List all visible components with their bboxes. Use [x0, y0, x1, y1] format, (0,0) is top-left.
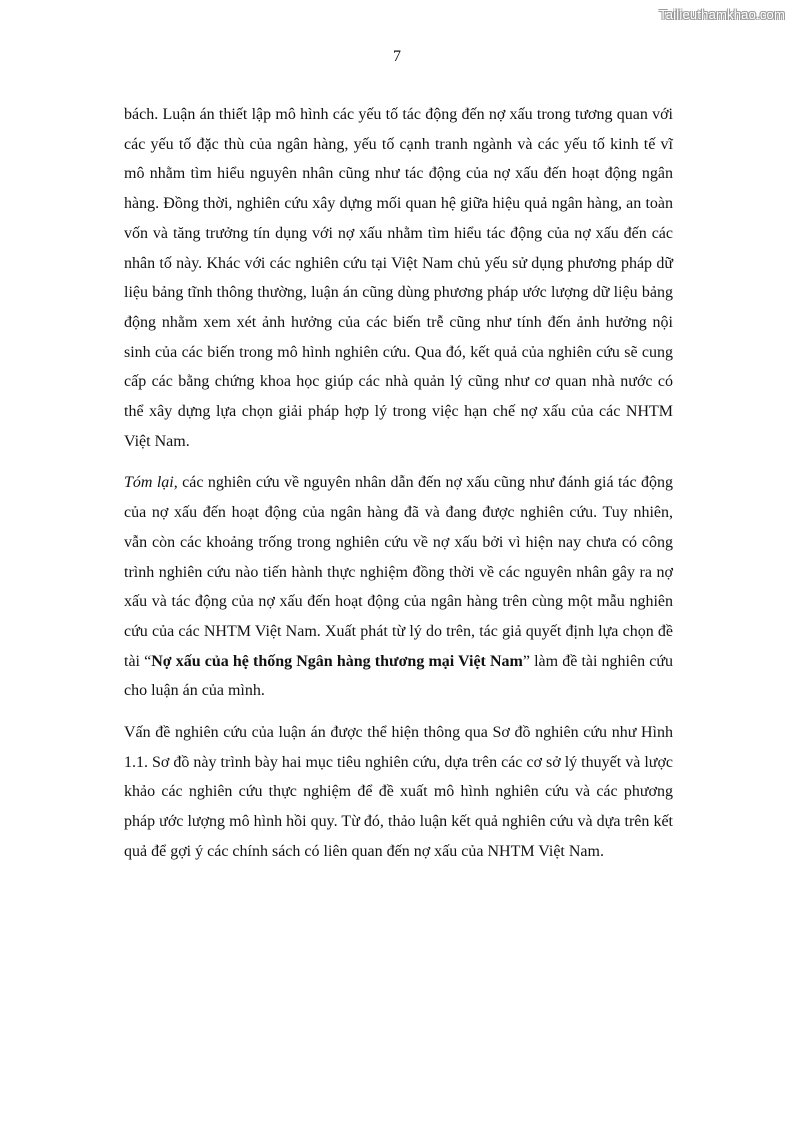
paragraph-2-italic-lead: Tóm lại	[124, 474, 174, 492]
paragraph-2-text: , các nghiên cứu về nguyên nhân dẫn đến nợ xấu cũng như đánh giá tác động của nợ xấu đến hoạt động của ngân hàng đã và đang được nghiên cứu. Tuy nhiên, vẫn còn các khoảng trống trong nghiên cứu về nợ xấu bởi vì hiện nay chưa có công trình nghiên cứu nào tiến hành thực nghiệm đồng thời về các nguyên nhân gây ra nợ xấu và tác động của nợ xấu đến hoạt động của ngân hàng trên cùng một mẫu nghiên cứu của các NHTM Việt Nam. Xuất phát từ lý do trên, tác giả quyết định lựa chọn đề tài “	[124, 474, 674, 670]
thesis-title-bold: Nợ xấu của hệ thống Ngân hàng thương mại Việt Nam	[151, 652, 523, 670]
watermark-text: Tailieuthamkhao.com	[659, 7, 785, 22]
paragraph-1: bách. Luận án thiết lập mô hình các yếu tố tác động đến nợ xấu trong tương quan với các yếu tố đặc thù của ngân hàng, yếu tố cạnh tranh ngành và các yếu tố kinh tế vĩ mô nhằm tìm hiểu nguyên nhân cũng như tác động của nợ xấu đến hoạt động ngân hàng. Đồng thời, nghiên cứu xây dựng mối quan hệ giữa hiệu quả ngân hàng, an toàn vốn và tăng trưởng tín dụng với nợ xấu nhằm tìm hiểu tác động của nợ xấu đến các nhân tố này. Khác với các nghiên cứu tại Việt Nam chủ yếu sử dụng phương pháp dữ liệu bảng tĩnh thông thường, luận án cũng dùng phương pháp ước lượng dữ liệu bảng động nhằm xem xét ảnh hưởng của các biến trễ cũng như tính đến ảnh hưởng nội sinh của các biến trong mô hình nghiên cứu. Qua đó, kết quả của nghiên cứu sẽ cung cấp các bằng chứng khoa học giúp các nhà quản lý cũng như cơ quan nhà nước có thể xây dựng lựa chọn giải pháp hợp lý trong việc hạn chế nợ xấu của các NHTM Việt Nam.	[124, 106, 673, 450]
paragraph-2	[124, 468, 673, 706]
paragraph-3: Vấn đề nghiên cứu của luận án được thể hiện thông qua Sơ đồ nghiên cứu như Hình 1.1. Sơ đồ này trình bày hai mục tiêu nghiên cứu, dựa trên các cơ sở lý thuyết và lược khảo các nghiên cứu thực nghiệm để đề xuất mô hình nghiên cứu và các phương pháp ước lượng mô hình hồi quy. Từ đó, thảo luận kết quả nghiên cứu và dựa trên kết quả để gợi ý các chính sách có liên quan đến nợ xấu của NHTM Việt Nam.	[124, 724, 673, 860]
document-body	[124, 100, 673, 879]
page-number: 7	[393, 48, 401, 65]
paragraph-2-tail: ” làm đề tài nghiên cứu cho luận án của mình.	[124, 652, 673, 700]
